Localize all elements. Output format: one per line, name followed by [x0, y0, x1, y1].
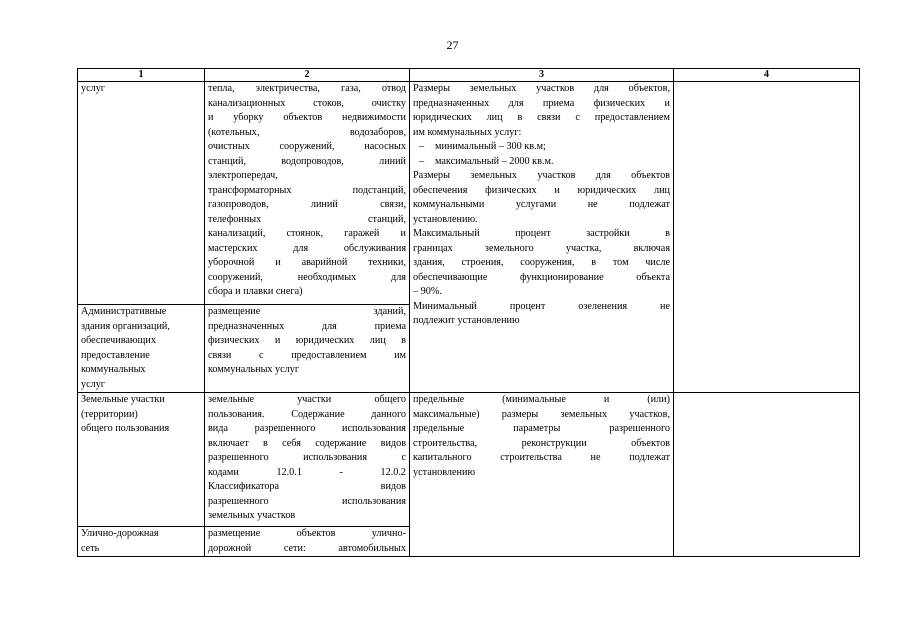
line: Размеры земельных участков для объектов, [413, 83, 670, 94]
table-row [78, 393, 860, 527]
header-row [78, 69, 860, 82]
line: разрешенного использования с [208, 452, 406, 463]
line: Размеры земельных участков для объектов [413, 170, 670, 181]
line: канализационных стоков, очистку [208, 97, 406, 109]
line: размещение объектов улично- [208, 528, 406, 539]
line: тепла, электричества, газа, отвод [208, 83, 406, 94]
line: земельные участки общего [208, 394, 406, 405]
regulations-table [77, 68, 860, 557]
line: предназначенных для приема физических и [413, 97, 670, 109]
cell-text: услуг [81, 83, 105, 94]
line: телефонных станций, [208, 213, 406, 225]
column-header-3: 3 [410, 69, 674, 82]
line: Земельные участки [81, 394, 165, 405]
line: коммунальных [81, 364, 146, 375]
line: установлению [413, 466, 476, 478]
line: предоставление [81, 349, 150, 361]
line: электропередач, [208, 170, 278, 181]
cell-r1-c4-empty [674, 82, 860, 393]
line: коммунальными услугами не подлежат [413, 199, 670, 210]
line: и уборку объектов недвижимости [208, 112, 406, 123]
line: кодами 12.0.1 - 12.0.2 [208, 466, 406, 478]
cell-r2-c1 [78, 305, 205, 393]
column-header-1: 1 [78, 69, 205, 82]
line: им коммунальных услуг: [413, 126, 522, 138]
line: дорожной сети: автомобильных [208, 542, 406, 554]
line: Минимальный процент озеленения не [413, 300, 670, 312]
line: мастерских для обслуживания [208, 242, 406, 254]
dash-marker: – [419, 141, 425, 152]
line: трансформаторных подстанций, [208, 184, 406, 196]
line: уборочной и аварийной техники, [208, 257, 406, 268]
cell-r1-c1 [78, 82, 205, 305]
column-header-2: 2 [205, 69, 410, 82]
line: предельные параметры разрешенного [413, 423, 670, 434]
line: общего пользования [81, 423, 170, 434]
line: здания организаций, [81, 320, 170, 332]
dash-marker: – [419, 155, 425, 167]
column-header-4: 4 [674, 69, 860, 82]
line: канализаций, стоянок, гаражей и [208, 228, 406, 239]
line: здания, строения, сооружения, в том числе [413, 257, 670, 268]
line: предназначенных для приема [208, 320, 406, 332]
line: сбора и плавки снега) [208, 286, 303, 297]
line: связи с предоставлением им [208, 349, 406, 361]
line: обеспечения физических и юридических лиц [413, 184, 670, 196]
line: разрешенного использования [208, 495, 406, 507]
line: Улично-дорожная [81, 528, 159, 539]
line: газопроводов, линий связи, [208, 199, 406, 210]
line: обеспечивающие функционирование объекта [413, 271, 670, 283]
cell-r1-c2 [205, 82, 410, 305]
line: строительства, реконструкции объектов [413, 437, 670, 449]
cell-r1-c3-merged [410, 82, 674, 393]
line: размещение зданий, [208, 306, 406, 317]
cell-r4-c1 [78, 527, 205, 557]
cell-r3-c4-empty [674, 393, 860, 557]
line: Административные [81, 306, 167, 317]
line: Максимальный процент застройки в [413, 228, 670, 239]
table-row [78, 82, 860, 305]
line: пользования. Содержание данного [208, 408, 406, 420]
line: установлению. [413, 213, 478, 225]
cell-r4-c2 [205, 527, 410, 557]
list-item-text: минимальный – 300 кв.м; [435, 141, 546, 152]
line: услуг [81, 378, 105, 390]
line: очистных сооружений, насосных [208, 141, 406, 152]
cell-r3-c1 [78, 393, 205, 527]
line: обеспечивающих [81, 335, 156, 346]
cell-r3-c3-merged [410, 393, 674, 557]
line: сооружений, необходимых для [208, 271, 406, 283]
cell-r3-c2 [205, 393, 410, 527]
line: Классификатора видов [208, 481, 406, 492]
line: предельные (минимальные и (или) [413, 394, 670, 405]
line: земельных участков [208, 510, 296, 521]
line: станций, водопроводов, линий [208, 155, 406, 167]
line: юридических лиц в связи с предоставлением [413, 112, 670, 123]
list-item-text: максимальный – 2000 кв.м. [435, 155, 554, 167]
list-item [413, 140, 670, 155]
line: включает в себя содержание видов [208, 437, 406, 449]
line: физических и юридических лиц в [208, 335, 406, 346]
cell-r2-c2 [205, 305, 410, 393]
list-item [413, 155, 670, 170]
line: вида разрешенного использования [208, 423, 406, 434]
page-number: 27 [446, 38, 459, 52]
line: подлежит установлению [413, 315, 520, 326]
line: максимальные) размеры земельных участков, [413, 408, 670, 420]
line: коммунальных услуг [208, 364, 300, 375]
line: сеть [81, 542, 100, 554]
line: (территории) [81, 408, 138, 420]
line: границах земельного участка, включая [413, 242, 670, 254]
line: – 90%. [413, 286, 442, 297]
line: (котельных, водозаборов, [208, 126, 406, 138]
line: капитального строительства не подлежат [413, 452, 670, 463]
